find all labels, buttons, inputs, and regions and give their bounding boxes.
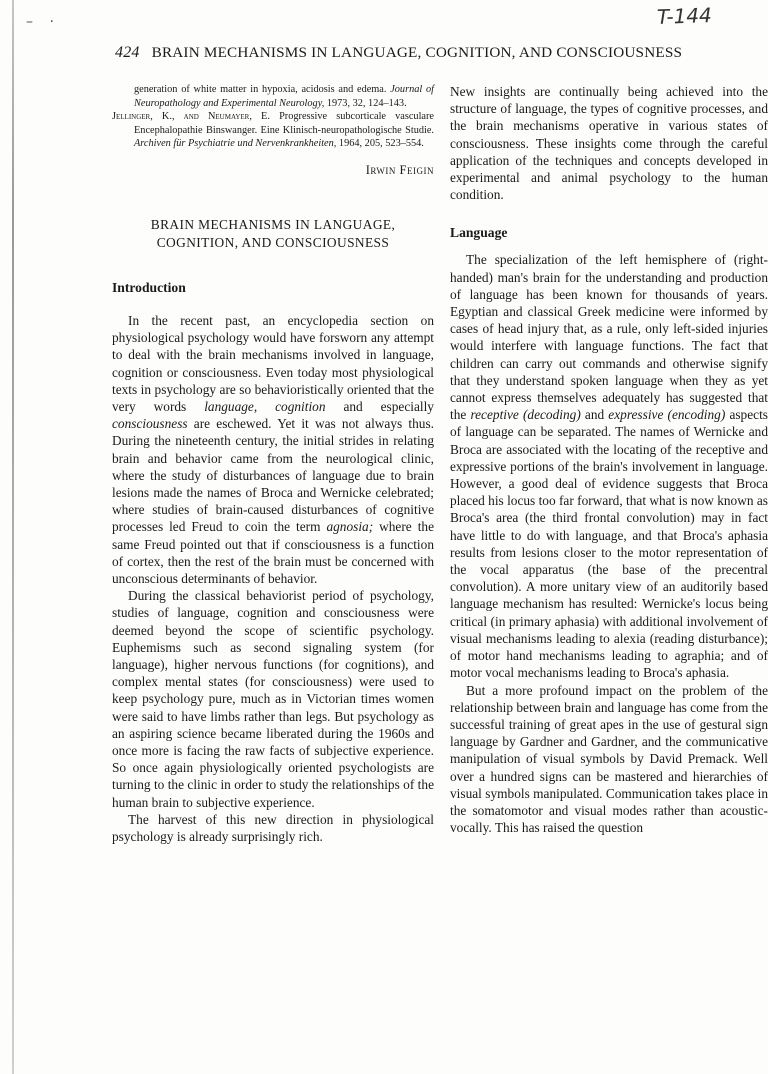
article-title (112, 216, 434, 252)
intro-p1-a: In the recent past, an encyclopedia section on physiological psychology would have forsworn any attempt to deal with the brain mechanisms involved in language, cognition or consciousness. Even today most physiological texts in psychology are so behavioristically oriented that the very words (112, 312, 434, 414)
intro-p1-d: where the same Freud pointed out that if consciousness is a function of cortex, then the rest of the brain must be concerned with unconscious determinants of behavior. (112, 519, 434, 587)
article-title-line2: COGNITION, AND CONSCIOUSNESS (156, 234, 390, 250)
running-head-title: BRAIN MECHANISMS IN LANGUAGE, COGNITION, AND CONSCIOUSNESS (151, 44, 683, 61)
left-column (112, 83, 434, 845)
intro-p1-b: and especially (325, 398, 434, 414)
lang-p1-a: The specialization of the left hemisphere of (right-handed) man's brain for the understanding and production of language has been known for thousands of years. Egyptian and classical Greek medicine were informed by cases of head injury that, as a rule, only left-sided injuries would interfere with language functions. The fact that children can carry out commands and otherwise signify that they understand spoken language when they as yet cannot express themselves adequately has suggested that the (450, 252, 768, 423)
intro-p1-em3: agnosia; (326, 519, 374, 535)
ref2-journal: Archiven für Psychiatrie und Nervenkrankheiten, (134, 138, 337, 150)
article-title-line1: BRAIN MECHANISMS IN LANGUAGE, (150, 216, 396, 232)
binding-shadow (12, 0, 14, 1074)
lang-p1-em2: expressive (encoding) (608, 407, 726, 423)
ref2-text: Progressive subcorticale vasculare Encephalopathie Binswanger. Eine Klinisch-neuropathologische Studie. (134, 111, 435, 136)
reference-entry (112, 83, 434, 110)
paragraph: The harvest of this new direction in physiological psychology is already surprisingly rich. (112, 811, 434, 845)
paragraph: During the classical behaviorist period of psychology, studies of language, cognition and consciousness were deemed beyond the scope of scientific psychology. Euphemisms such as second signaling system (for language), higher nervous functions (for cognitions), and complex mental states (for consciousness) were used to keep psychology pure, much as in Victorian times women were said to have limbs rather than legs. But psychology as an aspiring science became liberated during the 1960s and once more is facing the raw facts of subjective experience. So once again physiologically oriented psychologists are turning to the clinic in order to study the relationships of the human brain to subjective experience. (112, 588, 434, 810)
intro-p1-em2: consciousness (112, 416, 188, 432)
ref2-tail: 1964, 205, 523–554. (336, 138, 424, 150)
ref2-authors: Jellinger, K., and Neumayer, E. (112, 111, 270, 123)
reference-entry (112, 110, 434, 151)
lang-p1-c: aspects of language can be separated. The names of Wernicke and Broca are associated with the locating of the receptive and expressive portions of the brain's involvement in language. However, a good deal of evidence suggests that Broca placed his locus too far forward, that what is now known as Broca's area (the third frontal convolution) may in fact have little to do with language, and that Broca's aphasia results from lesions closer to the motor representation of the vocal apparatus (the base of the precentral convolution). A more unitary view of an auditorily based language mechanism has resulted: Wernicke's locus being critical (in primary aphasia) with additional involvement of visual mechanisms leading to alexia (reading disturbance); of motor hand mechanisms leading to agraphia; and of motor vocal mechanisms leading to Broca's aphasia. (450, 407, 768, 681)
author-signature: Irwin Feigin (365, 162, 434, 177)
page-number: 424 (115, 44, 140, 61)
intro-p1-c: are eschewed. Yet it was not always thus. During the nineteenth century, the initial strides in relating brain and behavior came from the neurological clinic, where the study of disturbances of language due to brain lesions made the names of Broca and Wernicke celebrated; where studies of brain-caused disturbances of cognitive processes led Freud to coin the term (112, 416, 434, 535)
paragraph (112, 312, 434, 587)
paragraph: New insights are continually being achieved into the structure of language, the types of cognitive processes, and the brain mechanisms operative in various states of consciousness. These insights come through the careful application of the techniques and concepts developed in experimental and animal psychology to the human condition. (450, 84, 768, 203)
lang-p1-b: and (580, 407, 609, 423)
section-heading-language: Language (450, 225, 508, 241)
ref1-continuation: generation of white matter in hypoxia, acidosis and edema. (134, 84, 391, 95)
ref1-tail: 1973, 32, 124–143. (324, 97, 407, 109)
handwritten-page-ref: T-144 (656, 3, 713, 29)
margin-marks: – · (26, 14, 60, 30)
ref1-journal: Journal of Neuropathology and Experimental Neurology, (134, 84, 434, 109)
right-column (450, 83, 768, 836)
paragraph: But a more profound impact on the problem of the relationship between brain and language has come from the successful training of great apes in the use of gestural sign language by Gardner and Gardner, and the communicative manipulation of visual symbols by David Premack. Well over a hundred signs can be mastered and hierarchies of visual symbols manipulated. Communication takes place in the somatomotor and visual modes rather than acoustic-vocally. This has raised the question (450, 682, 768, 836)
intro-p1-em1: language, cognition (204, 398, 326, 414)
section-heading-introduction: Introduction (112, 279, 186, 295)
paragraph (450, 251, 768, 681)
running-head (115, 44, 735, 62)
lang-p1-em1: receptive (decoding) (470, 407, 581, 423)
